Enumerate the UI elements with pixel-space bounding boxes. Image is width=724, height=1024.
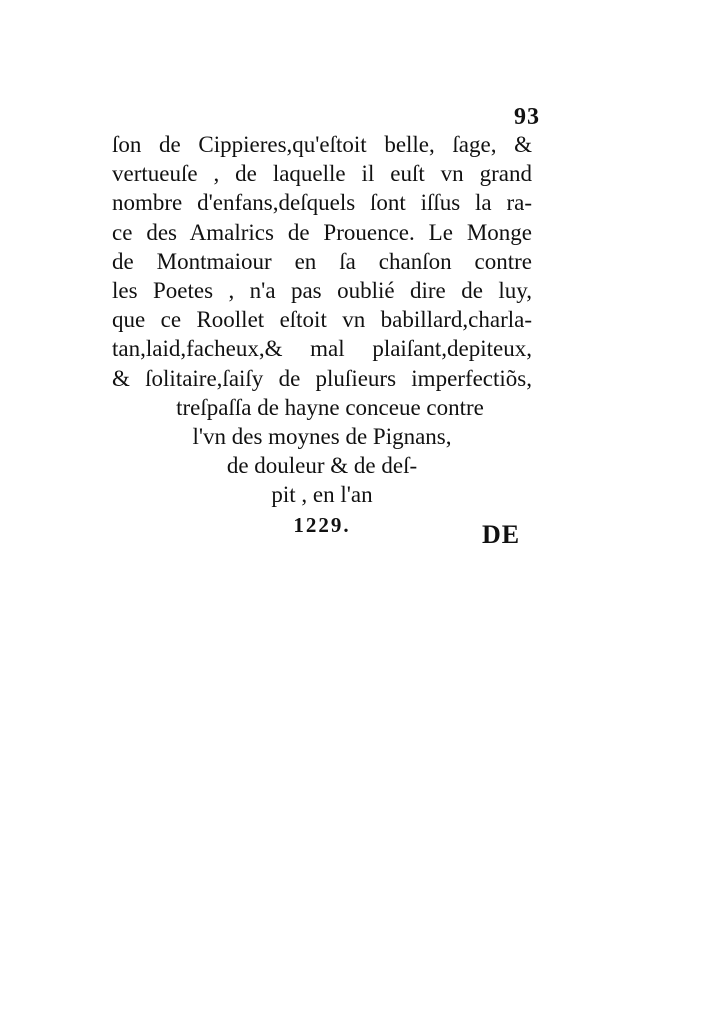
text-line: & ſolitaire,ſaiſy de pluſieurs imperfectiõs, [112,365,532,391]
tail-line: l'vn des moynes de Pignans, [192,423,452,449]
year-line: 1229. [293,513,351,538]
tail-line: de douleur & de deſ- [226,453,418,479]
text-line: les Poetes , n'a pas oublié dire de luy, [112,277,532,303]
tail-line: treſpaſſa de hayne conceue contre [176,394,484,420]
catchword: DE [482,520,521,549]
body-text [112,130,532,541]
text-line: ſon de Cippieres,qu'eſtoit belle, ſage, & [112,132,532,157]
text-line: de Montmaiour en ſa chanſon contre [112,248,532,274]
text-line: ce des Amalrics de Prouence. Le Monge [112,219,532,245]
page-number: 93 [514,104,540,130]
tail-line: pit , en l'an [271,482,373,508]
text-line: que ce Roollet eſtoit vn babillard,charla- [112,307,532,333]
text-line: vertueuſe , de laquelle il euſt vn grand [112,161,532,187]
text-line: tan,laid,facheux,& mal plaiſant,depiteux, [112,336,532,362]
text-line: nombre d'enfans,deſquels ſont iſſus la ra- [112,190,532,216]
